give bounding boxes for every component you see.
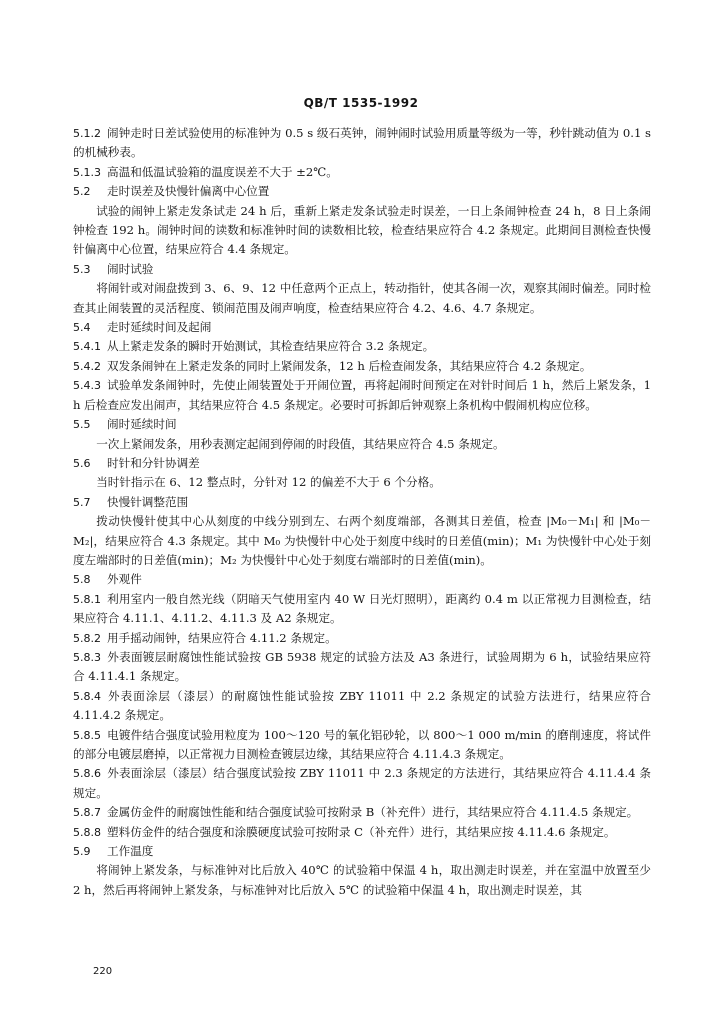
heading-text: 外观件	[107, 572, 142, 587]
section-heading	[73, 260, 651, 279]
clause-item	[73, 376, 651, 415]
clause-item	[73, 163, 651, 182]
body-paragraph: 拨动快慢针使其中心从刻度的中线分别到左、右两个刻度端部，各测其日差值，检查 |M₀－M₁| 和 |M₀－M₂|，结果应符合 4.3 条规定。其中 M₀ 为快慢针中心处于刻度中线时的日差值(min)；M₁ 为快慢针中心处于刻度左端部时的日差值(min)；M₂ 为快慢针中心处于刻度右端部时的日差值(min)。	[73, 514, 651, 567]
clause-text: 外表面涂层（漆层）的耐腐蚀性能试验按 ZBY 11011 中 2.2 条规定的试验方法进行，结果应符合 4.11.4.2 条规定。	[73, 688, 651, 723]
body-paragraph: 一次上紧闹发条，用秒表测定起闹到停闹的时段值，其结果应符合 4.5 条规定。	[96, 436, 505, 451]
clause-text: 外表面镀层耐腐蚀性能试验按 GB 5938 规定的试验方法及 A3 条进行，试验周期为 6 h，试验结果应符合 4.11.4.1 条规定。	[73, 649, 651, 684]
clause-number: 5.7	[73, 495, 91, 509]
clause-text: 从上紧走发条的瞬时开始测试，其检查结果应符合 3.2 条规定。	[107, 339, 435, 354]
clause-number: 5.1.3	[73, 165, 101, 179]
clause-number: 5.8.6	[73, 767, 101, 781]
clause-item	[73, 124, 651, 163]
clause-item	[73, 590, 651, 629]
clause-text: 金属仿金件的耐腐蚀性能和结合强度试验可按附录 B（补充件）进行，其结果应符合 4.11.4.5 条规定。	[107, 805, 639, 820]
section-heading	[73, 182, 651, 201]
heading-text: 走时误差及快慢针偏离中心位置	[107, 184, 270, 199]
body-paragraph: 将闹钟上紧发条，与标准钟对比后放入 40℃ 的试验箱中保温 4 h，取出测走时误差，并在室温中放置至少 2 h，然后再将闹钟上紧发条，与标准钟对比后放入 5℃ 的试验箱中保温 4 h，取出测走时误差，其	[73, 863, 651, 897]
clause-text: 用手摇动闹钟，结果应符合 4.11.2 条规定。	[107, 630, 337, 645]
clause-item	[73, 803, 651, 822]
page-number: 220	[93, 966, 113, 977]
clause-text: 双发条闹钟在上紧走发条的同时上紧闹发条，12 h 后检查闹发条，其结果应符合 4.2 条规定。	[107, 358, 592, 373]
clause-number: 5.8.8	[73, 825, 101, 839]
document-header: QB/T 1535-1992	[303, 96, 419, 110]
clause-number: 5.8.4	[73, 689, 101, 703]
clause-number: 5.4.1	[73, 340, 101, 354]
clause-number: 5.4	[73, 321, 91, 335]
clause-number: 5.4.3	[73, 379, 101, 393]
section-heading	[73, 318, 651, 337]
clause-item	[73, 357, 651, 376]
body-paragraph: 将闹针或对闹盘拨到 3、6、9、12 中任意两个正点上，转动指针，使其各闹一次，观察其闹时偏差。同时检查其止闹装置的灵活程度、锁闹范围及闹声响度，检查结果应符合 4.2、4.6、4.7 条规定。	[73, 281, 651, 315]
clause-text: 高温和低温试验箱的温度误差不大于 ±2℃。	[107, 164, 338, 179]
clause-number: 5.9	[73, 845, 91, 859]
clause-item	[73, 337, 651, 356]
heading-text: 闹时试验	[107, 261, 154, 276]
clause-number: 5.8	[73, 573, 91, 587]
clause-number: 5.8.2	[73, 631, 101, 645]
clause-text: 试验单发条闹钟时，先使止闹装置处于开闹位置，再将起闹时间预定在对针时间后 1 h，然后上紧发条，1 h 后检查应发出闹声，其结果应符合 4.5 条规定。必要时可拆卸后钟观察上条机构中假闹机构应位移。	[73, 378, 651, 412]
section-heading	[73, 415, 651, 434]
section-heading	[73, 570, 651, 589]
clause-item	[73, 648, 651, 687]
clause-number: 5.3	[73, 262, 91, 276]
clause-number: 5.5	[73, 418, 91, 432]
clause-number: 5.8.7	[73, 806, 101, 820]
clause-text: 塑料仿金件的结合强度和涂膜硬度试验可按附录 C（补充件）进行，其结果应按 4.11.4.6 条规定。	[107, 824, 616, 839]
clause-text: 闹钟走时日差试验使用的标准钟为 0.5 s 级石英钟，闹钟闹时试验用质量等级为一等，秒针跳动值为 0.1 s 的机械秒表。	[73, 126, 651, 160]
clause-number: 5.8.5	[73, 728, 101, 742]
heading-text: 工作温度	[107, 844, 154, 859]
clause-number: 5.4.2	[73, 359, 101, 373]
section-heading	[73, 493, 651, 512]
document-body	[73, 124, 651, 900]
clause-number: 5.8.1	[73, 592, 101, 606]
section-heading	[73, 454, 651, 473]
body-paragraph: 试验的闹钟上紧走发条试走 24 h 后，重新上紧走发条试验走时误差，一日上条闹钟检查 24 h，8 日上条闹钟检查 192 h。闹钟时间的读数和标准钟时间的读数相比较，检查结果应符合 4.2 条规定。此期间目测检查快慢针偏离中心位置，结果应符合 4.4 条规定。	[73, 203, 651, 257]
clause-text: 电镀件结合强度试验用粒度为 100～120 号的氧化铝砂轮，以 800～1 000 m/min 的磨削速度，将试件的部分电镀层磨掉，以正常视力目测检查镀层边缘，其结果应符合 4.11.4.3 条规定。	[73, 727, 651, 761]
section-heading	[73, 842, 651, 861]
clause-number: 5.2	[73, 185, 91, 199]
clause-text: 外表面涂层（漆层）结合强度试验按 ZBY 11011 中 2.3 条规定的方法进行，其结果应符合 4.11.4.4 条规定。	[73, 766, 651, 800]
clause-number: 5.8.3	[73, 650, 101, 664]
clause-item	[73, 687, 651, 726]
clause-number: 5.6	[73, 456, 91, 470]
clause-item	[73, 629, 651, 648]
clause-number: 5.1.2	[73, 127, 101, 140]
heading-text: 走时延续时间及起闹	[107, 320, 212, 335]
heading-text: 闹时延续时间	[107, 417, 177, 432]
clause-item	[73, 726, 651, 765]
clause-text: 利用室内一般自然光线（阴暗天气使用室内 40 W 日光灯照明），距离约 0.4 m 以正常视力目测检查，结果应符合 4.11.1、4.11.2、4.11.3 及 A2 条规定。	[73, 591, 651, 626]
heading-text: 快慢针调整范围	[107, 494, 189, 509]
clause-item	[73, 823, 651, 842]
clause-item	[73, 764, 651, 803]
heading-text: 时针和分针协调差	[107, 455, 200, 470]
body-paragraph: 当时针指示在 6、12 整点时，分针对 12 的偏差不大于 6 个分格。	[96, 475, 441, 490]
